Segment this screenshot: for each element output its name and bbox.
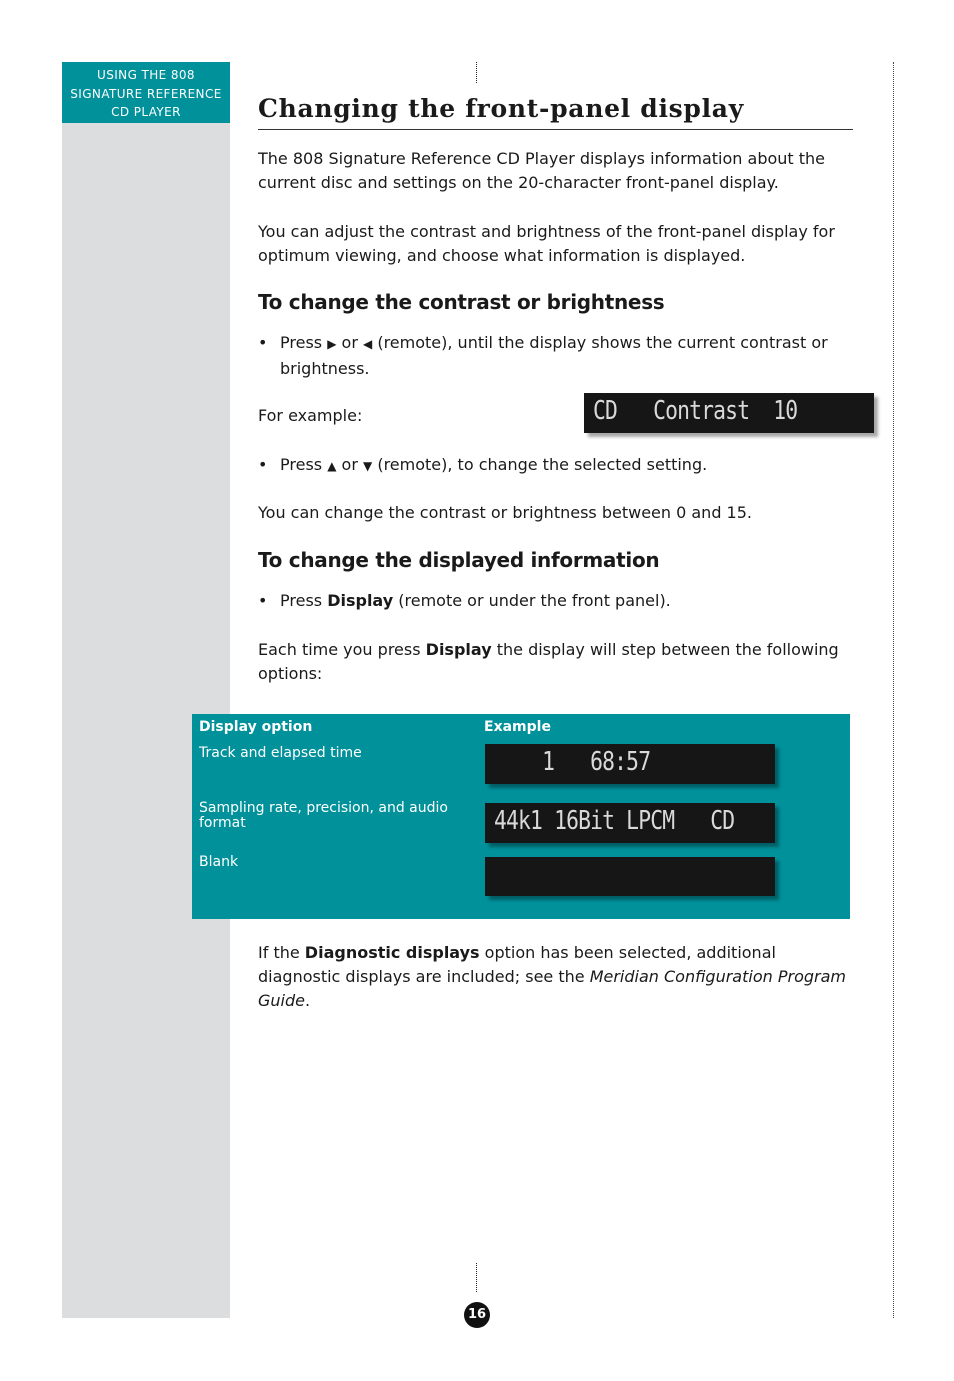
- track-time-display: [485, 744, 775, 784]
- guide-title: Meridian Configuration Program Guide: [258, 967, 846, 1010]
- diagnostic-end: .: [304, 991, 311, 1010]
- column-header-option: Display option: [199, 719, 313, 735]
- press-text: Press: [280, 591, 323, 610]
- or-text: or: [341, 455, 358, 474]
- display-button-name: Display: [327, 591, 394, 610]
- section-tab-line-2: SIGNATURE REFERENCE: [70, 86, 222, 101]
- displayed-info-heading: To change the displayed information: [258, 548, 660, 572]
- intro-paragraph-1: The 808 Signature Reference CD Player displays information about the current disc and settings on the 20-character front-panel display.: [258, 149, 826, 192]
- column-header-example: Example: [484, 719, 551, 735]
- diagnostic-mid: option has been selected, additional diagnostic displays are included; see the: [258, 943, 776, 986]
- diagnostic-option-name: Diagnostic displays: [304, 943, 480, 962]
- sampling-display-text: 44k1 16Bit LPCM CD: [494, 806, 735, 836]
- divider-dots-top: [476, 62, 477, 83]
- contrast-range-text: You can change the contrast or brightness between 0 and 15.: [258, 503, 752, 522]
- contrast-bullet-1: [258, 331, 853, 381]
- left-arrow-icon: ◀: [363, 337, 373, 351]
- blank-display: [485, 857, 775, 896]
- down-arrow-icon: ▼: [363, 459, 373, 473]
- bullet-rest-text: (remote), to change the selected setting.: [377, 455, 708, 474]
- divider-dots-bottom: [476, 1263, 477, 1292]
- option-label-blank: Blank: [199, 854, 239, 870]
- or-text: or: [341, 333, 358, 352]
- page-title: Changing the front-panel display: [258, 94, 853, 130]
- page-number: 16: [464, 1302, 490, 1328]
- track-time-display-text: 1 68:57: [494, 747, 651, 777]
- contrast-example-display: [584, 393, 874, 433]
- up-arrow-icon: ▲: [327, 459, 337, 473]
- bullet-rest-text: (remote), until the display shows the current contrast or brightness.: [280, 333, 828, 378]
- diagnostic-pre: If the: [258, 943, 300, 962]
- display-options-table: [192, 714, 850, 919]
- option-label-track: Track and elapsed time: [199, 745, 362, 761]
- bullet-dot: •: [258, 591, 268, 610]
- sidebar: [62, 62, 230, 1318]
- each-time-pre: Each time you press: [258, 640, 421, 659]
- each-time-paragraph: [258, 638, 853, 686]
- display-bullet: [258, 589, 853, 614]
- bullet-rest-text: (remote or under the front panel).: [398, 591, 671, 610]
- press-text: Press: [280, 333, 323, 352]
- contrast-example-display-text: CD Contrast 10: [593, 396, 798, 426]
- section-tab: [62, 62, 230, 123]
- press-text: Press: [280, 455, 323, 474]
- bullet-dot: •: [258, 333, 268, 352]
- sampling-display: [485, 803, 775, 843]
- option-label-sampling: Sampling rate, precision, and audio format: [199, 800, 448, 831]
- bullet-dot: •: [258, 455, 268, 474]
- contrast-bullet-2: [258, 453, 853, 479]
- for-example-label: For example:: [258, 406, 363, 425]
- section-tab-line-3: CD PLAYER: [111, 105, 181, 119]
- diagnostic-paragraph: [258, 941, 853, 1013]
- contrast-heading: To change the contrast or brightness: [258, 290, 665, 314]
- display-button-name: Display: [425, 640, 492, 659]
- each-time-post: the display will step between the following options:: [258, 640, 839, 683]
- section-tab-line-1: USING THE 808: [97, 68, 195, 82]
- right-arrow-icon: ▶: [327, 337, 337, 351]
- intro-paragraph-2: You can adjust the contrast and brightness of the front-panel display for optimum viewing, and choose what information is displayed.: [258, 222, 835, 265]
- divider-dots-right: [893, 62, 894, 1318]
